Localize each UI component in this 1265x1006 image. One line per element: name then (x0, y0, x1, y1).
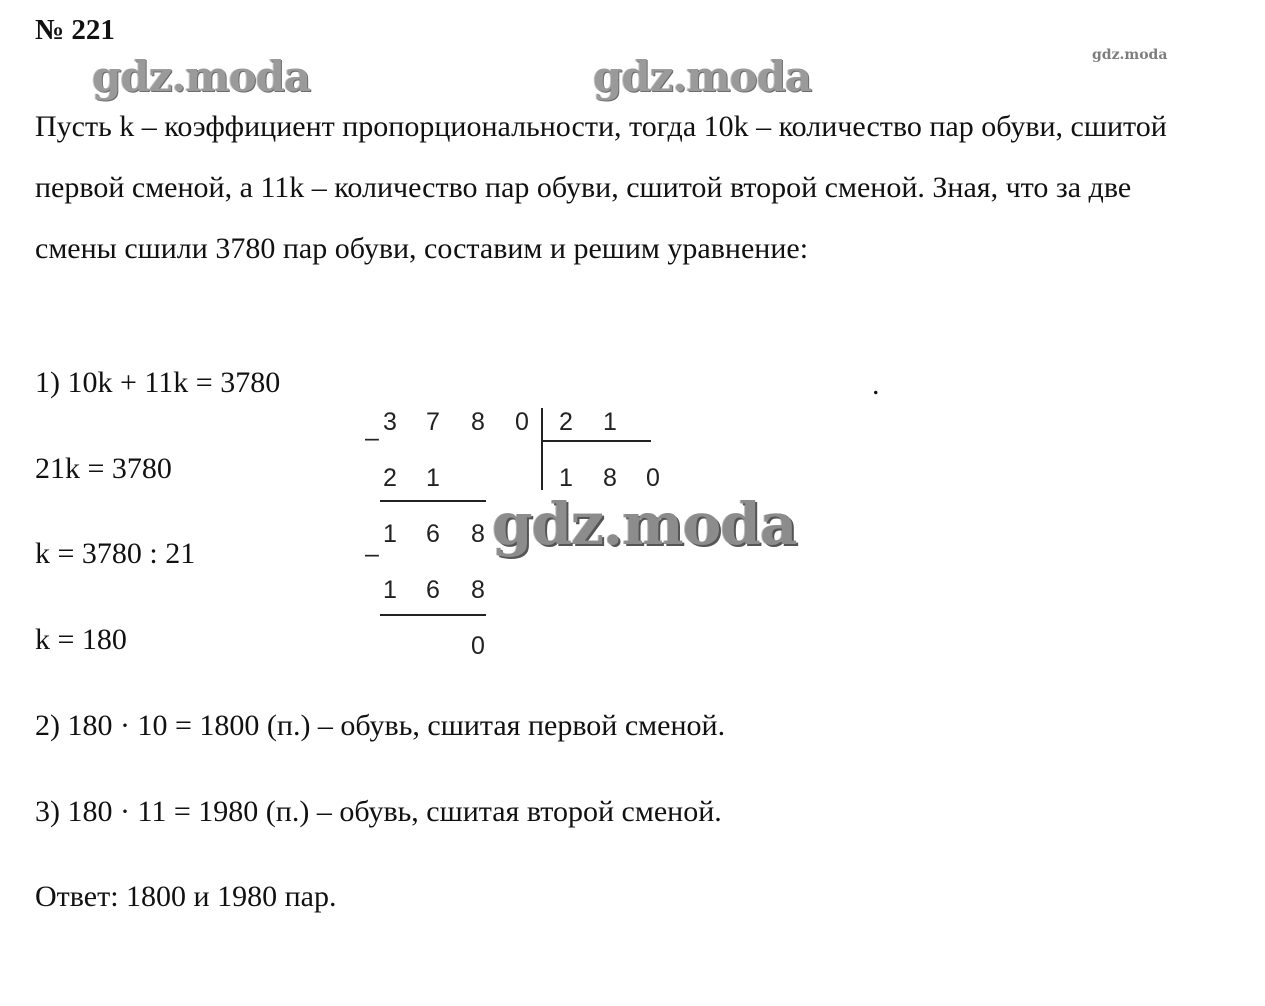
subtraction-rule (380, 500, 486, 502)
dividend-digit: 7 (426, 408, 440, 436)
remainder-digit: 8 (471, 520, 485, 548)
step-digit: 2 (383, 464, 397, 492)
watermark-logo: gdz.moda (92, 52, 311, 101)
division-bar-vertical (541, 408, 543, 490)
watermark-logo-large: gdz.moda (492, 490, 797, 558)
solution-step: 2) 180 · 10 = 1800 (п.) – обувь, сшитая первой сменой. (35, 709, 726, 742)
dividend-digit: 8 (471, 408, 485, 436)
divisor-digit: 1 (603, 408, 617, 436)
step-digit: 1 (426, 464, 440, 492)
quotient-digit: 8 (603, 464, 617, 492)
watermark-logo-small: gdz.moda (1092, 47, 1168, 63)
step-digit: 8 (471, 576, 485, 604)
quotient-digit: 1 (559, 464, 573, 492)
divisor-digit: 2 (559, 408, 573, 436)
step-digit: 1 (383, 576, 397, 604)
equation-line: 1) 10k + 11k = 3780 (35, 366, 281, 399)
step-digit: 6 (426, 576, 440, 604)
division-bar-horizontal (541, 440, 651, 442)
answer-line: Ответ: 1800 и 1980 пар. (35, 880, 337, 913)
equation-line: k = 180 (35, 623, 127, 656)
minus-sign: – (365, 424, 379, 452)
problem-statement: Пусть k – коэффициент пропорциональности, тогда 10k – количество пар обуви, сшитой первой сменой, а 11k – количество пар обуви, сшитой второй сменой. Зная, что за две смены сшили 3780 пар обуви, составим и решим уравнение: (35, 110, 1167, 265)
watermark-logo: gdz.moda (593, 52, 812, 101)
problem-number: № 221 (35, 14, 115, 46)
quotient-digit: 0 (646, 464, 660, 492)
dividend-digit: 0 (515, 408, 529, 436)
equation-line: 21k = 3780 (35, 452, 172, 485)
equation-line: k = 3780 : 21 (35, 537, 196, 570)
subtraction-rule (380, 614, 486, 616)
dividend-digit: 3 (383, 408, 397, 436)
minus-sign: – (365, 540, 379, 568)
remainder-digit: 6 (426, 520, 440, 548)
solution-step: 3) 180 · 11 = 1980 (п.) – обувь, сшитая второй сменой. (35, 795, 722, 828)
remainder-digit: 1 (383, 520, 397, 548)
stray-dot: . (872, 368, 880, 401)
final-remainder: 0 (471, 632, 485, 660)
